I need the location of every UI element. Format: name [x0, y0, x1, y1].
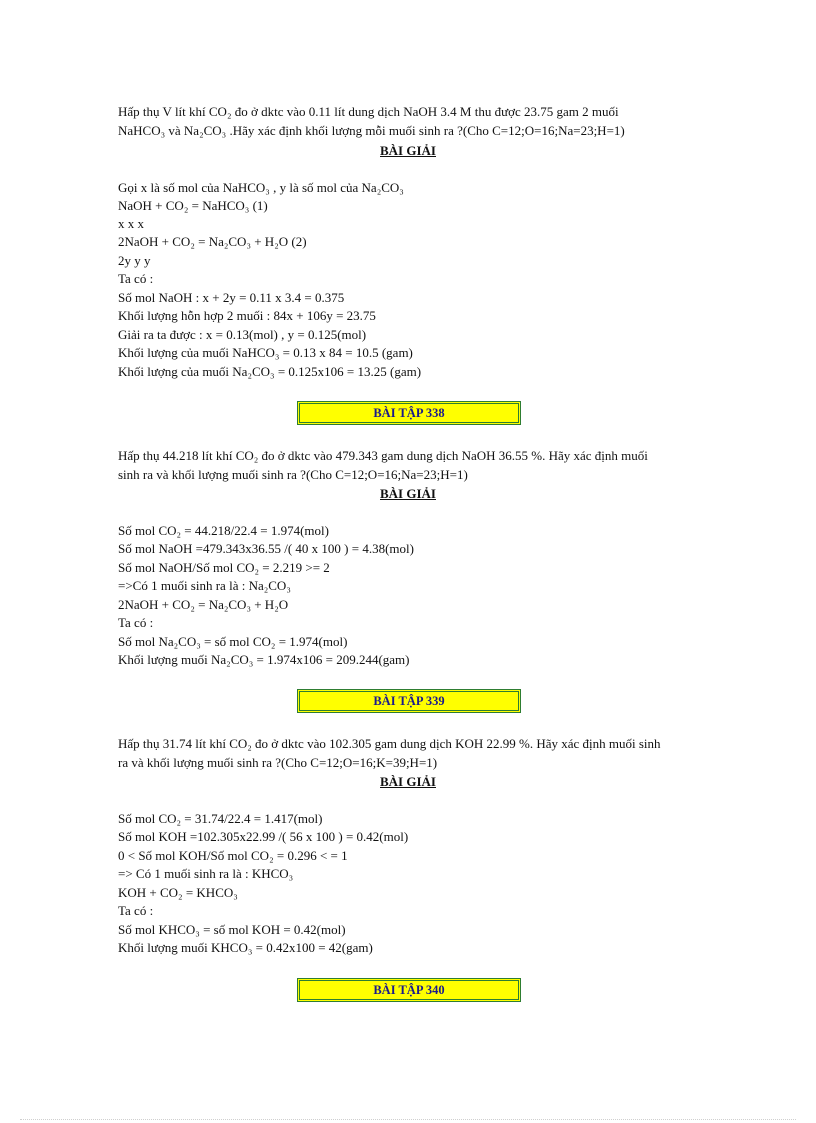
problem-text: NaHCO₃ và Na₂CO₃ .Hãy xác định khối lượng mỗi muối sinh ra ?(Cho C=12;O=16;Na=23;H=1): [118, 123, 625, 138]
solution-heading: BÀI GIẢI: [380, 774, 436, 789]
solution-line: Khối lượng của muối Na₂CO₃ = 0.125x106 = 13.25 (gam): [118, 364, 422, 379]
solution-line: Ta có :: [118, 271, 154, 286]
solution-line: => Có 1 muối sinh ra là : KHCO₃: [118, 866, 294, 881]
problem-text: Hấp thụ V lít khí CO₂ đo ở dktc vào 0.11 lít dung dịch NaOH 3.4 M thu được 23.75 gam 2 muối: [118, 104, 619, 119]
solution-line: Số mol KHCO₃ = số mol KOH = 0.42(mol): [118, 922, 346, 937]
problem-text: Hấp thụ 31.74 lít khí CO₂ đo ở dktc vào 102.305 gam dung dịch KOH 22.99 %. Hãy xác định muối sinh: [118, 736, 661, 751]
solution-line: 2y y y: [118, 253, 151, 268]
page-footer-divider: [20, 1119, 796, 1120]
solution-line: Số mol NaOH : x + 2y = 0.11 x 3.4 = 0.375: [118, 290, 345, 305]
solution-line: Số mol KOH =102.305x22.99 /( 56 x 100 ) = 0.42(mol): [118, 829, 409, 844]
solution-line: Số mol NaOH =479.343x36.55 /( 40 x 100 ) = 4.38(mol): [118, 541, 414, 556]
solution-line: 2NaOH + CO₂ = Na₂CO₃ + H₂O (2): [118, 234, 307, 249]
solution-line: Giải ra ta được : x = 0.13(mol) , y = 0.125(mol): [118, 327, 367, 342]
solution-line: Khối lượng muối Na₂CO₃ = 1.974x106 = 209.244(gam): [118, 652, 410, 667]
solution-line: Số mol Na₂CO₃ = số mol CO₂ = 1.974(mol): [118, 634, 348, 649]
solution-line: Khối lượng muối KHCO₃ = 0.42x100 = 42(gam): [118, 940, 373, 955]
solution-line: Gọi x là số mol của NaHCO₃ , y là số mol của Na₂CO₃: [118, 180, 404, 195]
solution-line: NaOH + CO₂ = NaHCO₃ (1): [118, 198, 268, 213]
solution-line: 0 < Số mol KOH/Số mol CO₂ = 0.296 < = 1: [118, 848, 348, 863]
exercise-banner: BÀI TẬP 338: [297, 401, 521, 425]
solution-line: =>Có 1 muối sinh ra là : Na₂CO₃: [118, 578, 291, 593]
solution-line: Ta có :: [118, 903, 154, 918]
exercise-banner: BÀI TẬP 340: [297, 978, 521, 1002]
solution-line: Số mol CO₂ = 31.74/22.4 = 1.417(mol): [118, 811, 323, 826]
solution-heading: BÀI GIẢI: [380, 486, 436, 501]
solution-line: Số mol NaOH/Số mol CO₂ = 2.219 >= 2: [118, 560, 330, 575]
solution-heading: BÀI GIẢI: [380, 143, 436, 158]
solution-line: Khối lượng hỗn hợp 2 muối : 84x + 106y = 23.75: [118, 308, 376, 323]
solution-line: Ta có :: [118, 615, 154, 630]
problem-text: ra và khối lượng muối sinh ra ?(Cho C=12;O=16;K=39;H=1): [118, 755, 438, 770]
exercise-banner: BÀI TẬP 339: [297, 689, 521, 713]
solution-line: KOH + CO₂ = KHCO₃: [118, 885, 238, 900]
solution-line: x x x: [118, 216, 144, 231]
solution-line: Số mol CO₂ = 44.218/22.4 = 1.974(mol): [118, 523, 329, 538]
problem-text: Hấp thụ 44.218 lít khí CO₂ đo ở dktc vào 479.343 gam dung dịch NaOH 36.55 %. Hãy xác định muối: [118, 448, 648, 463]
solution-line: Khối lượng của muối NaHCO₃ = 0.13 x 84 = 10.5 (gam): [118, 345, 413, 360]
solution-line: 2NaOH + CO₂ = Na₂CO₃ + H₂O: [118, 597, 289, 612]
problem-text: sinh ra và khối lượng muối sinh ra ?(Cho C=12;O=16;Na=23;H=1): [118, 467, 468, 482]
